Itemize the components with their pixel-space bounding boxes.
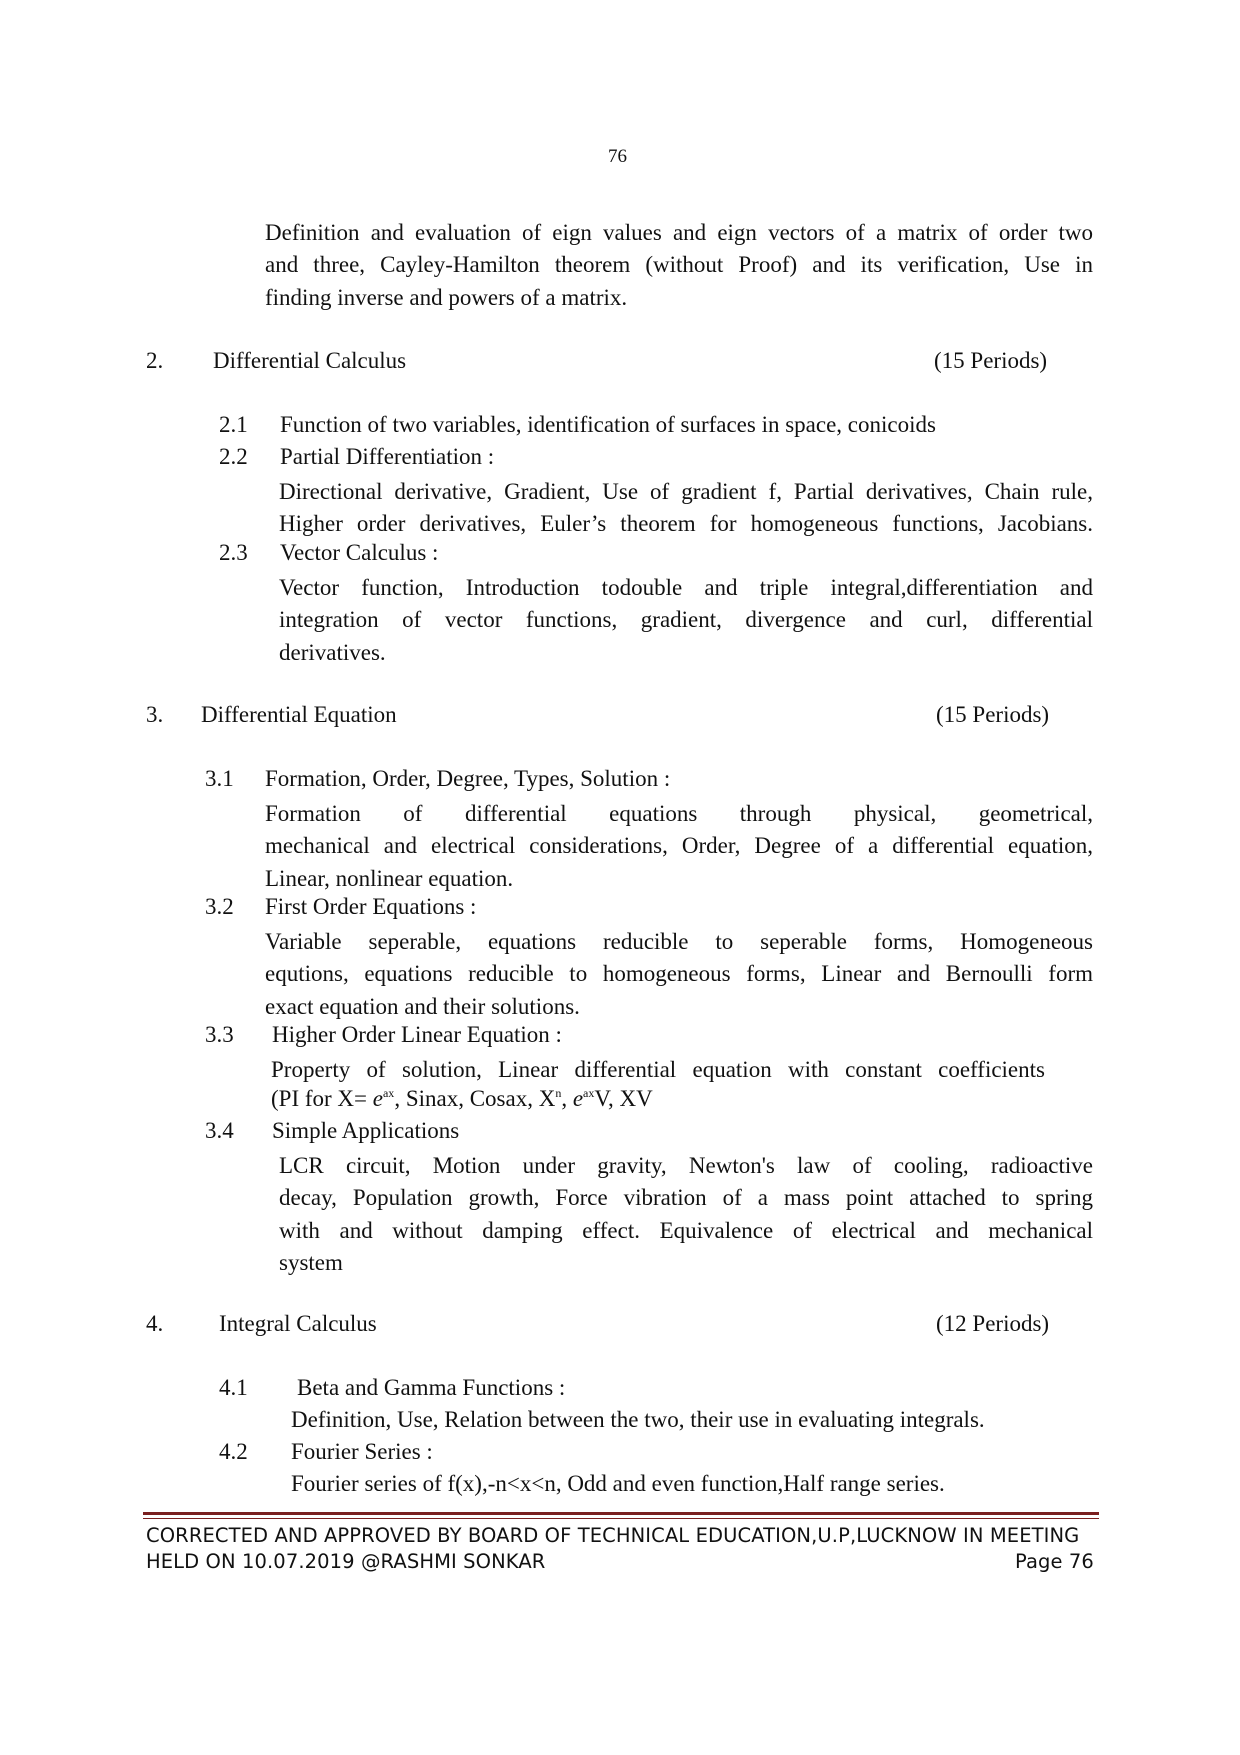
subsection-3-3-number: 3.3 [205, 1022, 234, 1047]
subsection-3-1-body: Formation of differential equations through physical, geometrical, mechanical and electrical considerations, Order, Degree of a differential equation, Linear, nonlinear equation. [265, 801, 1093, 891]
section-2-number: 2. [146, 348, 164, 373]
subsection-2-3-number: 2.3 [219, 540, 248, 565]
section-3-title: Differential Equation [201, 702, 397, 727]
section-3-number: 3. [146, 702, 164, 727]
section-4-number: 4. [146, 1311, 164, 1336]
subsection-3-3-formula: (PI for $X= e^{ax}$, Sinax, Cosax, $X^n$, $e^{ax}V$, XV [271, 1086, 653, 1111]
subsection-4-1-number: 4.1 [219, 1375, 248, 1400]
subsection-2-3-body: Vector function, Introduction todouble and triple integral,differentiation and integration of vector functions, gradient, divergence and curl, differential derivatives. [279, 575, 1093, 665]
subsection-2-3-title: Vector Calculus : [280, 540, 439, 565]
footer-page-label: Page 76 [1015, 1550, 1094, 1573]
subsection-2-2-body: Directional derivative, Gradient, Use of gradient f, Partial derivatives, Chain rule, Higher order derivatives, Euler’s theorem for homogeneous functions, Jacobians. [279, 479, 1093, 537]
subsection-3-4-number: 3.4 [205, 1118, 234, 1143]
subsection-3-1-title: Formation, Order, Degree, Types, Solution : [265, 766, 671, 791]
subsection-4-2-number: 4.2 [219, 1439, 248, 1464]
subsection-4-1-title: Beta and Gamma Functions : [297, 1375, 566, 1400]
subsection-4-1-body: Definition, Use, Relation between the two, their use in evaluating integrals. [291, 1407, 985, 1432]
subsection-3-2-body: Variable seperable, equations reducible to seperable forms, Homogeneous equtions, equations reducible to homogeneous forms, Linear and Bernoulli form exact equation and their solutions. [265, 929, 1093, 1019]
subsection-3-3-body: Property of solution, Linear differential equation with constant coefficients [271, 1057, 1045, 1082]
subsection-2-1-number: 2.1 [219, 412, 248, 437]
intro-paragraph: Definition and evaluation of eign values and eign vectors of a matrix of order two and three, Cayley-Hamilton theorem (without Proof) and its verification, Use in finding inverse and powers of a matrix. [265, 220, 1093, 310]
section-4-title: Integral Calculus [219, 1311, 377, 1336]
page-number-top: 76 [608, 146, 627, 167]
subsection-3-4-body: LCR circuit, Motion under gravity, Newton's law of cooling, radioactive decay, Population growth, Force vibration of a mass point attached to spring with and without damping effect. Equivalence of electrical and mechanical system [279, 1153, 1093, 1275]
subsection-3-2-title: First Order Equations : [265, 894, 477, 919]
section-2-periods: (15 Periods) [934, 348, 1048, 373]
subsection-4-2-title: Fourier Series : [291, 1439, 433, 1464]
footer-line-2: HELD ON 10.07.2019 @RASHMI SONKAR [146, 1550, 546, 1573]
subsection-2-1-title: Function of two variables, identification of surfaces in space, conicoids [280, 412, 936, 437]
section-4-periods: (12 Periods) [936, 1311, 1050, 1336]
section-3-periods: (15 Periods) [936, 702, 1050, 727]
subsection-3-3-title: Higher Order Linear Equation : [272, 1022, 562, 1047]
subsection-2-2-number: 2.2 [219, 444, 248, 469]
subsection-3-4-title: Simple Applications [272, 1118, 460, 1143]
footer-line-1: CORRECTED AND APPROVED BY BOARD OF TECHNICAL EDUCATION,U.P,LUCKNOW IN MEETING [146, 1524, 1080, 1547]
subsection-2-2-title: Partial Differentiation : [280, 444, 495, 469]
subsection-3-1-number: 3.1 [205, 766, 234, 791]
subsection-3-2-number: 3.2 [205, 894, 234, 919]
footer-rule-thin [143, 1518, 1099, 1519]
footer-rule [143, 1512, 1099, 1515]
section-2-title: Differential Calculus [213, 348, 407, 373]
subsection-4-2-body: Fourier series of f(x),-n<x<n, Odd and even function,Half range series. [291, 1471, 945, 1496]
